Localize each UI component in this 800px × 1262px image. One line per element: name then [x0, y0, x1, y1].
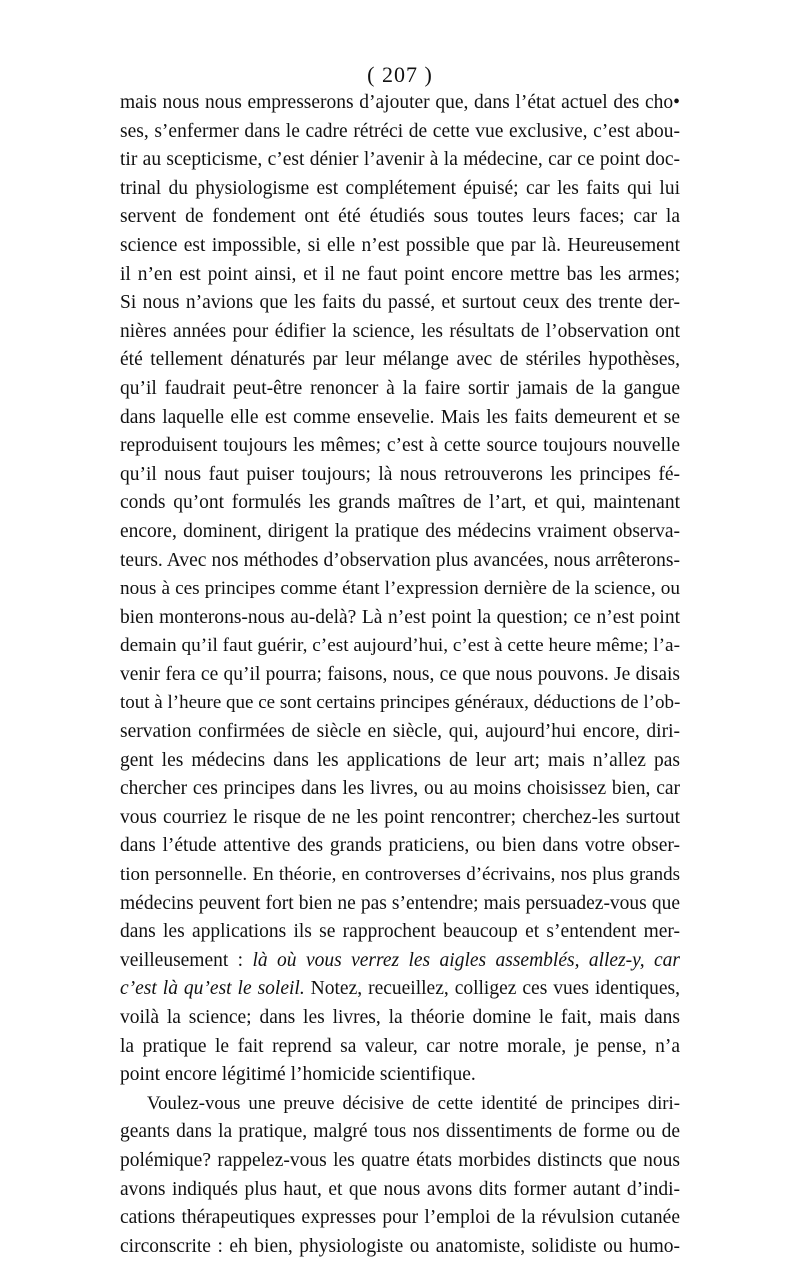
paragraph-2: [120, 1090, 680, 1262]
text-line: venir fera ce qu’il pourra; faisons, nous, ce que nous pouvons. Je disais: [120, 663, 680, 685]
text-line: dans laquelle elle est comme ensevelie. Mais les faits demeurent et se: [120, 406, 680, 428]
paragraph-1: [120, 89, 680, 1090]
text-fragment: veilleusement :: [120, 949, 253, 971]
text-line: il n’en est point ainsi, et il ne faut point encore mettre bas les armes;: [120, 263, 680, 285]
text-line: servation confirmées de siècle en siècle, qui, aujourd’hui encore, diri-: [120, 721, 680, 743]
text-line: teurs. Avec nos méthodes d’observation plus avancées, nous arrêterons-: [120, 549, 680, 571]
text-line: tion personnelle. En théorie, en controverses d’écrivains, nos plus grands: [120, 864, 680, 886]
text-line: servent de fondement ont été étudiés sous toutes leurs faces; car la: [120, 206, 680, 228]
text-fragment: Notez, recueillez, colligez ces vues identiques,: [304, 978, 680, 1000]
text-line: geants dans la pratique, malgré tous nos dissentiments de forme ou de: [120, 1121, 680, 1143]
text-line: qu’il faudrait peut-être renoncer à la faire sortir jamais de la gangue: [120, 377, 680, 399]
text-line: Voulez-vous une preuve décisive de cette identité de principes diri-: [147, 1092, 680, 1114]
text-line: Si nous n’avions que les faits du passé, et surtout ceux des trente der-: [120, 292, 680, 314]
text-line: qu’il nous faut puiser toujours; là nous retrouverons les principes fé-: [120, 463, 680, 485]
text-line: voilà la science; dans les livres, la théorie domine le fait, mais dans: [120, 1007, 680, 1028]
text-line: reproduisent toujours les mêmes; c’est à cette source toujours nouvelle: [120, 435, 680, 457]
text-line: polémique? rappelez-vous les quatre états morbides distincts que nous: [120, 1149, 680, 1171]
text-line: avons indiqués plus haut, et que nous avons dits former autant d’indi-: [120, 1178, 680, 1200]
text-line: ses, s’enfermer dans le cadre rétréci de cette vue exclusive, c’est abou-: [120, 120, 680, 142]
text-line: nous à ces principes comme étant l’expression dernière de la science, ou: [120, 578, 680, 600]
text-line: circonscrite : eh bien, physiologiste ou anatomiste, solidiste ou humo-: [120, 1235, 680, 1257]
text-line: dans l’étude attentive des grands praticiens, ou bien dans votre obser-: [120, 835, 680, 857]
text-line: conds qu’ont formulés les grands maîtres de l’art, et qui, maintenant: [120, 492, 680, 514]
body-text: [120, 89, 680, 1261]
text-line: science est impossible, si elle n’est possible que par là. Heureusement: [120, 234, 680, 256]
text-line: gent les médecins dans les applications de leur art; mais n’allez pas: [120, 749, 680, 771]
italic-quote: c’est là qu’est le soleil.: [120, 978, 305, 1000]
text-line: la pratique le fait reprend sa valeur, car notre morale, je pense, n’a: [120, 1035, 680, 1057]
text-line: tir au scepticisme, c’est dénier l’avenir à la médecine, car ce point doc-: [120, 149, 680, 171]
text-line: été tellement dénaturés par leur mélange avec de stériles hypothèses,: [120, 349, 680, 371]
text-line: chercher ces principes dans les livres, ou au moins choisissez bien, car: [120, 778, 680, 800]
paragraph-end-line: point encore légitimé l’homicide scientifique.: [120, 1064, 476, 1086]
text-line: mais nous nous empresserons d’ajouter que, dans l’état actuel des cho•: [120, 92, 680, 113]
text-line: demain qu’il faut guérir, c’est aujourd’hui, c’est à cette heure même; l’a-: [120, 635, 680, 657]
text-line: nières années pour édifier la science, les résultats de l’observation ont: [120, 320, 680, 342]
italic-quote: là où vous verrez les aigles assemblés, allez-y, car: [252, 949, 680, 971]
text-line: médecins peuvent fort bien ne pas s’entendre; mais persuadez-vous que: [120, 892, 680, 914]
text-line: trinal du physiologisme est complétement épuisé; car les faits qui lui: [120, 177, 680, 199]
text-line: bien monterons-nous au-delà? Là n’est point la question; ce n’est point: [120, 606, 680, 628]
page-number: ( 207 ): [367, 62, 433, 87]
text-line: encore, dominent, dirigent la pratique des médecins vraiment observa-: [120, 520, 680, 542]
text-line: vous courriez le risque de ne les point rencontrer; cherchez-les surtout: [120, 806, 680, 828]
italic-quote-line: [120, 947, 680, 976]
text-line: dans les applications ils se rapprochent beaucoup et s’entendent mer-: [120, 921, 680, 943]
italic-quote-line: [120, 975, 680, 1004]
text-line: tout à l’heure que ce sont certains principes généraux, déductions de l’ob-: [120, 692, 681, 714]
text-line: cations thérapeutiques expresses pour l’emploi de la révulsion cutanée: [120, 1207, 680, 1229]
